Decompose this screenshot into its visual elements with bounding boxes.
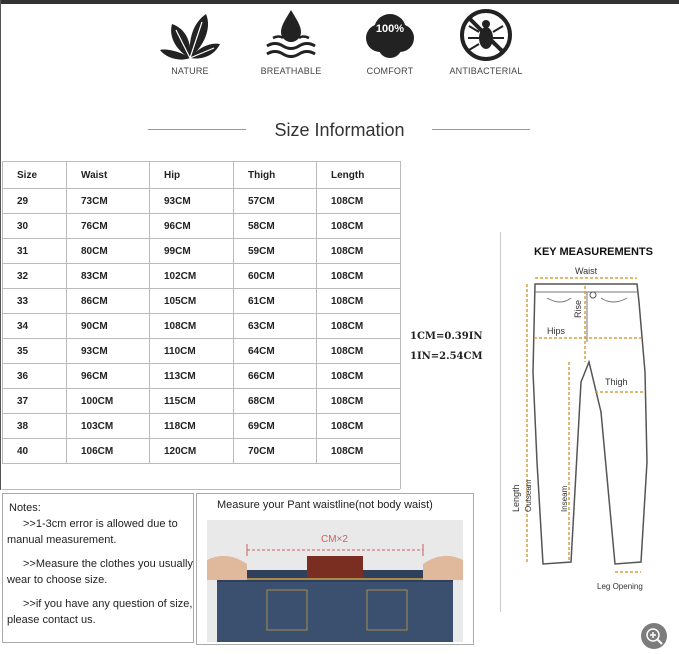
table-cell: 108CM xyxy=(317,339,401,364)
conversion-cm: 1CM=0.39IN xyxy=(410,331,483,342)
table-cell: 32 xyxy=(3,264,67,289)
feature-nature xyxy=(145,8,235,76)
table-header-cell: Length xyxy=(317,162,401,189)
table-cell: 108CM xyxy=(317,414,401,439)
table-cell: 34 xyxy=(3,314,67,339)
top-border xyxy=(0,0,679,4)
table-cell: 106CM xyxy=(67,439,150,464)
table-cell: 108CM xyxy=(317,289,401,314)
table-cell: 73CM xyxy=(67,189,150,214)
table-header-cell: Waist xyxy=(67,162,150,189)
jeans-photo xyxy=(207,520,463,642)
rise-label: Rise xyxy=(573,299,583,318)
key-measurements-title: KEY MEASUREMENTS xyxy=(534,246,653,258)
table-cell: 108CM xyxy=(317,364,401,389)
table-cell: 108CM xyxy=(317,389,401,414)
table-cell: 36 xyxy=(3,364,67,389)
cotton-badge: 100% xyxy=(375,23,405,35)
table-bottom-border xyxy=(2,489,400,490)
feature-label: NATURE xyxy=(171,66,209,76)
table-cell: 83CM xyxy=(67,264,150,289)
table-row xyxy=(3,289,401,314)
table-cell: 99CM xyxy=(150,239,234,264)
table-cell: 90CM xyxy=(67,314,150,339)
table-cell: 113CM xyxy=(150,364,234,389)
table-cell: 60CM xyxy=(234,264,317,289)
length-label: Length xyxy=(511,484,521,512)
zoom-in-icon xyxy=(641,623,667,649)
table-row xyxy=(3,214,401,239)
table-cell: 108CM xyxy=(317,214,401,239)
table-cell: 66CM xyxy=(234,364,317,389)
table-cell: 57CM xyxy=(234,189,317,214)
table-cell: 100CM xyxy=(67,389,150,414)
table-cell: 108CM xyxy=(317,264,401,289)
table-cell: 108CM xyxy=(317,239,401,264)
measure-caption: Measure your Pant waistline(not body waist) xyxy=(217,499,433,511)
table-header-cell: Size xyxy=(3,162,67,189)
feature-label: BREATHABLE xyxy=(260,66,322,76)
table-header-cell: Hip xyxy=(150,162,234,189)
feature-label: ANTIBACTERIAL xyxy=(449,66,523,76)
left-border xyxy=(0,0,1,490)
table-cell: 58CM xyxy=(234,214,317,239)
table-right-border xyxy=(400,161,401,489)
table-cell: 63CM xyxy=(234,314,317,339)
table-cell: 59CM xyxy=(234,239,317,264)
feature-breathable xyxy=(246,8,336,76)
conversion-in: 1IN=2.54CM xyxy=(410,351,483,362)
zoom-button[interactable] xyxy=(641,623,667,649)
table-cell: 108CM xyxy=(317,439,401,464)
inseam-label: Inseam xyxy=(560,485,569,512)
notes-box xyxy=(2,493,194,643)
table-row xyxy=(3,389,401,414)
table-cell: 80CM xyxy=(67,239,150,264)
feature-label: COMFORT xyxy=(366,66,414,76)
table-cell: 105CM xyxy=(150,289,234,314)
table-row xyxy=(3,264,401,289)
note-item: >>if you have any question of size, please contact us. xyxy=(7,598,193,626)
table-cell: 93CM xyxy=(150,189,234,214)
table-cell: 103CM xyxy=(67,414,150,439)
table-cell: 35 xyxy=(3,339,67,364)
measure-waistline-box xyxy=(196,493,474,645)
cm-x2-label: CM×2 xyxy=(321,534,348,545)
table-cell: 96CM xyxy=(67,364,150,389)
table-row xyxy=(3,339,401,364)
table-cell: 61CM xyxy=(234,289,317,314)
notes-title: Notes: xyxy=(9,502,41,514)
table-header-row xyxy=(3,162,401,189)
table-cell: 70CM xyxy=(234,439,317,464)
table-cell: 108CM xyxy=(317,189,401,214)
note-item: >>Measure the clothes you usually wear to choose size. xyxy=(7,558,193,586)
table-cell: 69CM xyxy=(234,414,317,439)
feature-antibacterial xyxy=(441,8,531,76)
table-cell: 33 xyxy=(3,289,67,314)
waist-label: Waist xyxy=(575,266,598,276)
size-title-text: Size Information xyxy=(274,120,405,140)
table-row xyxy=(3,314,401,339)
pants-diagram xyxy=(505,262,677,602)
feature-comfort xyxy=(345,8,435,76)
table-cell: 120CM xyxy=(150,439,234,464)
table-cell: 38 xyxy=(3,414,67,439)
table-cell: 29 xyxy=(3,189,67,214)
table-cell: 110CM xyxy=(150,339,234,364)
table-cell: 115CM xyxy=(150,389,234,414)
table-cell: 108CM xyxy=(317,314,401,339)
thigh-label: Thigh xyxy=(605,377,628,387)
cotton-icon xyxy=(358,8,422,62)
table-row xyxy=(3,239,401,264)
table-cell: 40 xyxy=(3,439,67,464)
table-cell: 93CM xyxy=(67,339,150,364)
table-cell: 31 xyxy=(3,239,67,264)
table-cell: 96CM xyxy=(150,214,234,239)
size-table xyxy=(2,161,401,464)
table-cell: 76CM xyxy=(67,214,150,239)
table-cell: 37 xyxy=(3,389,67,414)
outseam-label: Outseam xyxy=(524,479,533,512)
table-cell: 68CM xyxy=(234,389,317,414)
table-header-cell: Thigh xyxy=(234,162,317,189)
water-drop-icon xyxy=(259,8,323,62)
size-information-title xyxy=(0,120,679,141)
table-cell: 108CM xyxy=(150,314,234,339)
table-cell: 30 xyxy=(3,214,67,239)
table-cell: 118CM xyxy=(150,414,234,439)
leg-opening-label: Leg Opening xyxy=(597,582,643,591)
hips-label: Hips xyxy=(547,326,566,336)
table-row xyxy=(3,189,401,214)
table-cell: 102CM xyxy=(150,264,234,289)
table-row xyxy=(3,414,401,439)
note-item: >>1-3cm error is allowed due to manual measurement. xyxy=(7,518,178,546)
leaves-icon xyxy=(158,8,222,62)
table-cell: 64CM xyxy=(234,339,317,364)
table-row xyxy=(3,439,401,464)
table-row xyxy=(3,364,401,389)
table-cell: 86CM xyxy=(67,289,150,314)
no-bug-icon xyxy=(454,8,518,62)
